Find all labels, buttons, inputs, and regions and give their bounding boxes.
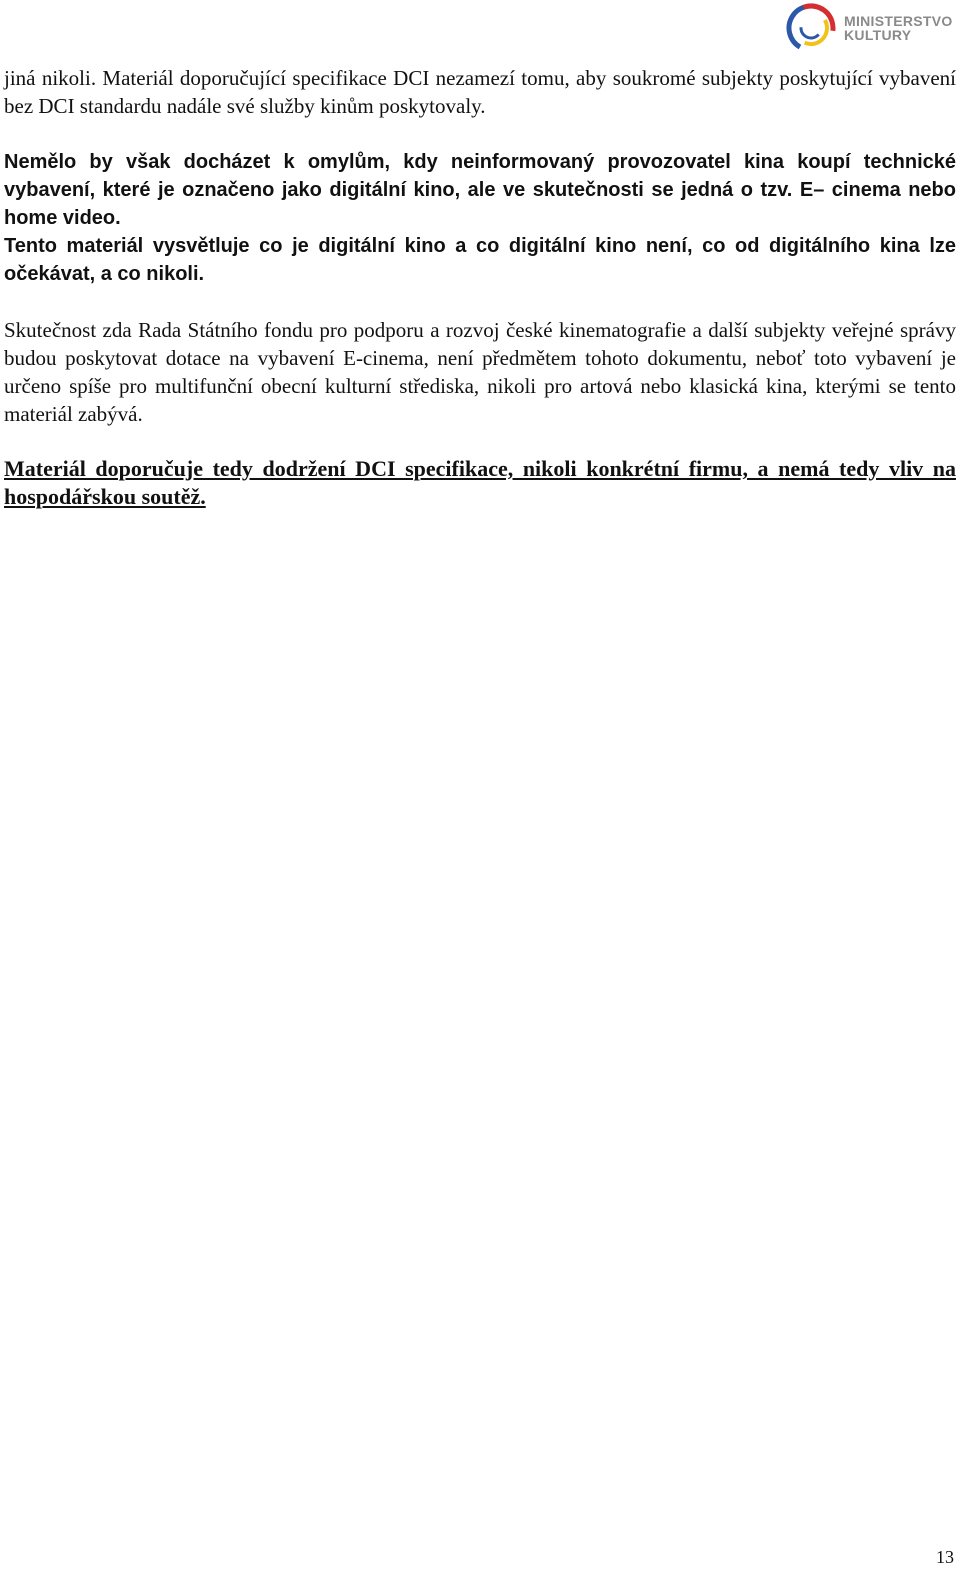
- ministry-emblem-icon: [786, 3, 836, 53]
- document-body: [4, 64, 956, 511]
- ministry-logo: [786, 2, 956, 54]
- paragraph-continuation: jiná nikoli. Materiál doporučující specifikace DCI nezamezí tomu, aby soukromé subjekty poskytující vybavení bez DCI standardu nadále své služby kinům poskytovaly.: [4, 66, 956, 118]
- logo-line-2: KULTURY: [844, 27, 912, 43]
- page-number: 13: [936, 1547, 954, 1567]
- paragraph-warning: Nemělo by však docházet k omylům, kdy neinformovaný provozovatel kina koupí technické vybavení, které je označeno jako digitální kino, ale ve skutečnosti se jedná o tzv. E– cinema nebo home video.: [4, 151, 956, 229]
- paragraph-purpose: Tento materiál vysvětluje co je digitální kino a co digitální kino není, co od digitálního kina lze očekávat, a co nikoli.: [4, 235, 956, 285]
- logo-line-1: MINISTERSTVO: [844, 13, 953, 29]
- paragraph-conclusion: Materiál doporučuje tedy dodržení DCI specifikace, nikoli konkrétní firmu, a nemá tedy vliv na hospodářskou soutěž.: [4, 456, 956, 509]
- paragraph-subsidy-note: Skutečnost zda Rada Státního fondu pro podporu a rozvoj české kinematografie a další subjekty veřejné správy budou poskytovat dotace na vybavení E-cinema, není předmětem tohoto dokumentu, neboť toto vybavení je určeno spíše pro multifunční obecní kulturní střediska, nikoli pro artová nebo klasická kina, kterými se tento materiál zabývá.: [4, 318, 956, 426]
- ministry-logo-text: [844, 14, 953, 42]
